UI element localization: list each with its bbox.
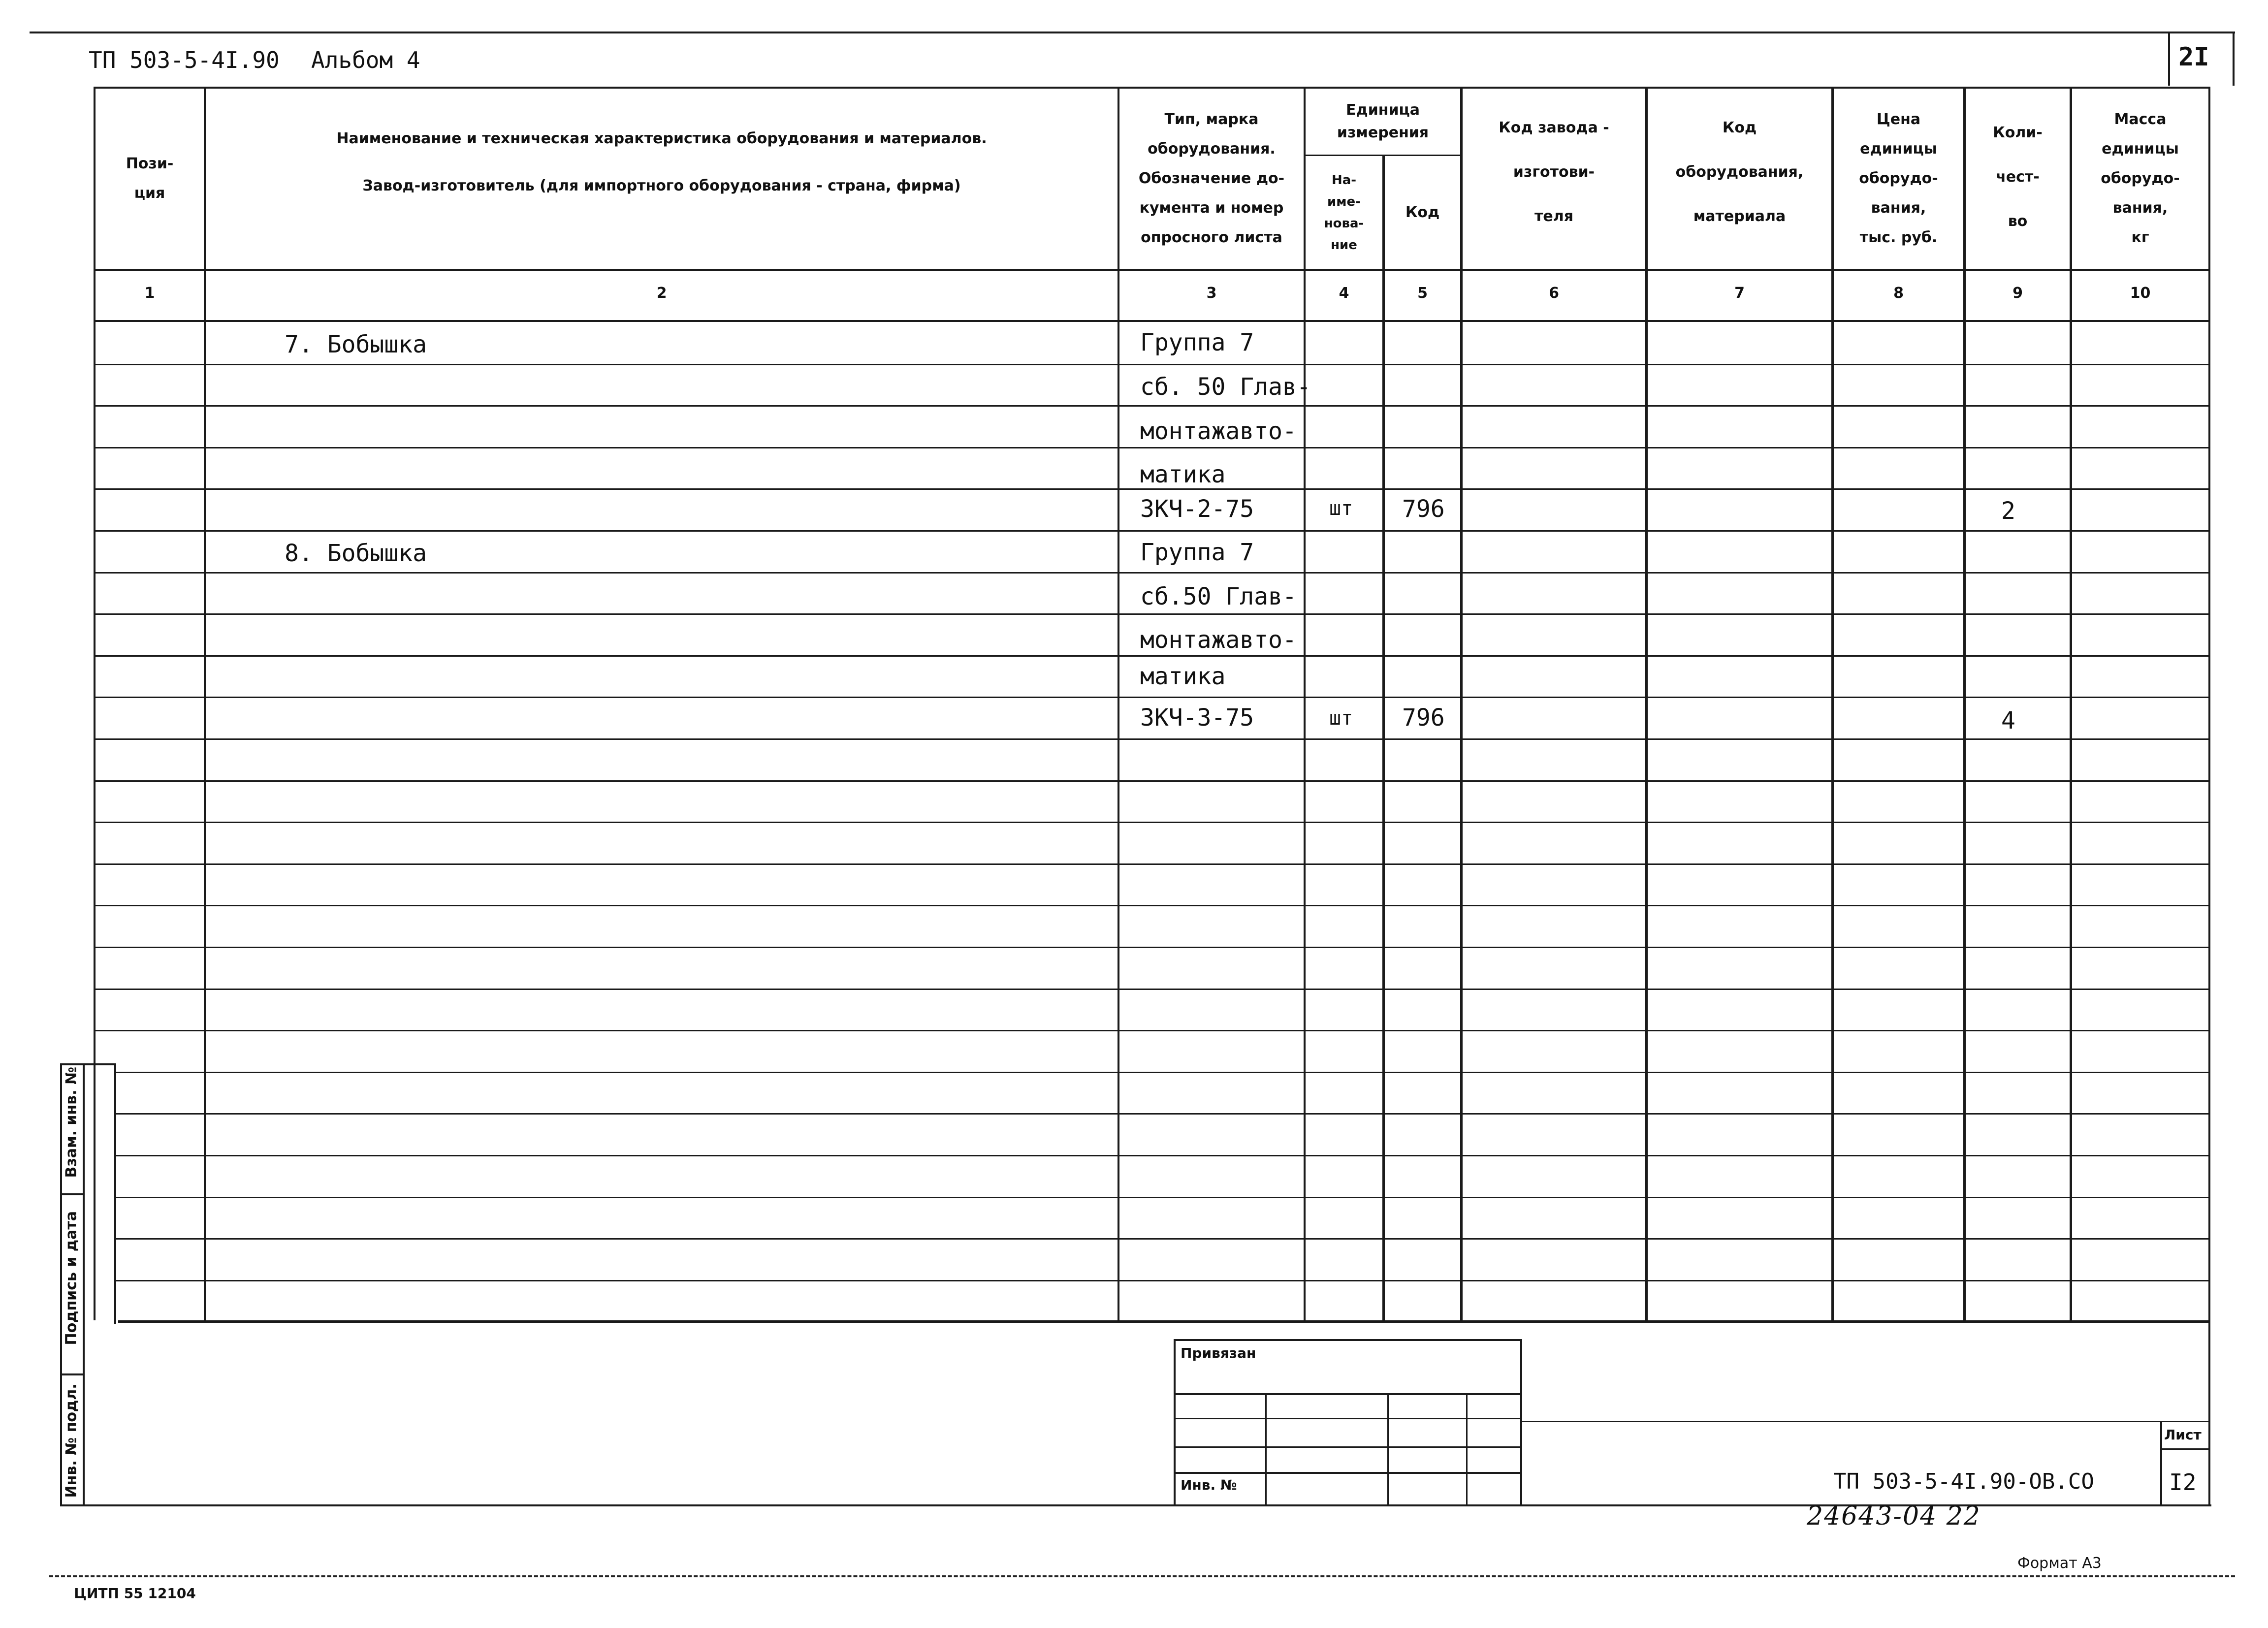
stamp-privyazan: Привязан (1181, 1345, 1256, 1361)
stamp-doc-designation: ТП 503-5-4I.90-ОВ.СО (1833, 1469, 2094, 1494)
item-2-type-line-4: матика (1140, 663, 1226, 690)
col-sep-2 (1118, 87, 1119, 1322)
row-rule (96, 1030, 2208, 1031)
col-4-title: На- име- нова- ние (1324, 173, 1364, 253)
col-num-4: 4 (1339, 285, 1349, 302)
item-1-type-line-2: сб. 50 Глав- (1140, 373, 1311, 401)
item-2-type-line-5: ЗКЧ-3-75 (1140, 704, 1254, 732)
row-rule (96, 738, 2208, 740)
col-sep-1 (204, 87, 206, 1322)
col-sep-9 (2070, 87, 2072, 1322)
numbers-bottom (94, 320, 2210, 322)
col-6-title: Код завода - изготови- теля (1499, 119, 1609, 225)
titleblock-right (2208, 1320, 2210, 1506)
col-num-3: 3 (1206, 285, 1217, 302)
col-num-1: 1 (144, 285, 155, 302)
row-rule (96, 488, 2208, 490)
stamp-sheet-number: I2 (2169, 1469, 2197, 1496)
row-rule (116, 1280, 2208, 1281)
item-2-type-line-1: Группа 7 (1140, 539, 1254, 566)
top-rule (30, 32, 2235, 33)
col-num-5: 5 (1417, 285, 1428, 302)
footer-code: ЦИТП 55 12104 (74, 1585, 196, 1601)
album-label: Альбом 4 (311, 47, 420, 73)
unit-group-title: Единица измерения (1337, 101, 1429, 141)
stamp-row-3 (1174, 1446, 1521, 1448)
row-rule (96, 530, 2208, 532)
stamp-col-1 (1265, 1393, 1267, 1506)
item-2-type-line-3: монтажавто- (1140, 626, 1297, 654)
item-1-name: 7. Бобышка (285, 331, 427, 358)
right-border-top (2233, 32, 2235, 86)
col-num-2: 2 (656, 285, 667, 302)
row-rule (96, 863, 2208, 865)
row-rule (116, 1113, 2208, 1115)
item-2-unit: шт (1329, 707, 1353, 730)
side-sep-1 (60, 1193, 85, 1195)
stamp-col-2 (1387, 1393, 1389, 1506)
col-5-title: Код (1405, 204, 1440, 221)
side-col-right (83, 1063, 85, 1506)
stamp-row-4 (1174, 1472, 1521, 1474)
side-label-inv: Инв. № подл. (63, 1383, 80, 1498)
titleblock-mid-rule (1522, 1421, 2209, 1422)
list-box-left (2160, 1421, 2162, 1506)
side-col-left (60, 1063, 62, 1506)
item-2-qty: 4 (2001, 707, 2015, 734)
col-num-10: 10 (2130, 285, 2151, 302)
col-num-8: 8 (1893, 285, 1904, 302)
page-number: 2I (2178, 42, 2209, 72)
row-rule (116, 1197, 2208, 1198)
col-num-9: 9 (2012, 285, 2023, 302)
frame-left (94, 87, 96, 1320)
item-2-name: 8. Бобышка (285, 540, 427, 567)
row-rule (96, 364, 2208, 365)
col-sep-5 (1460, 87, 1463, 1322)
col-1-title: Пози- ция (126, 155, 174, 202)
row-rule (96, 613, 2208, 615)
col-sep-8 (1963, 87, 1966, 1322)
stamp-row-1 (1174, 1393, 1521, 1395)
col-sep-6 (1645, 87, 1648, 1322)
col-sep-7 (1831, 87, 1834, 1322)
item-1-qty: 2 (2001, 497, 2015, 525)
col-3-title: Тип, марка оборудования. Обозначение до- кумента и номер опросного листа (1138, 111, 1285, 246)
col-9-title: Коли- чест- во (1993, 124, 2043, 230)
side-col-top (60, 1063, 116, 1065)
row-rule (116, 1072, 2208, 1073)
col-sep-3 (1304, 87, 1306, 1322)
stamp-row-2 (1174, 1418, 1521, 1419)
doc-code: ТП 503-5-4I.90 (89, 47, 280, 73)
row-rule (96, 405, 2208, 407)
row-rule (96, 572, 2208, 574)
item-1-unit-code: 796 (1402, 495, 1445, 523)
bottom-dashed-rule (49, 1575, 2235, 1577)
row-rule (96, 447, 2208, 448)
stamp-right (1520, 1339, 1522, 1506)
row-rule (96, 697, 2208, 698)
item-1-unit: шт (1329, 497, 1353, 520)
format-label: Формат А3 (2017, 1555, 2102, 1572)
col-10-title: Масса единицы оборудо- вания, кг (2101, 111, 2180, 246)
header-bottom (94, 269, 2210, 271)
handwritten-number: 24643-04 22 (1807, 1501, 1981, 1531)
side-label-vzam: Взам. инв. № (63, 1066, 80, 1178)
stamp-list-label: Лист (2164, 1427, 2202, 1443)
col-8-title: Цена единицы оборудо- вания, тыс. руб. (1859, 111, 1938, 246)
row-rule (116, 1238, 2208, 1240)
frame-right (2208, 87, 2210, 1320)
stamp-inv-no: Инв. № (1181, 1477, 1237, 1493)
frame-left-lower (114, 1063, 116, 1324)
col-num-7: 7 (1734, 285, 1745, 302)
col-2-title: Наименование и техническая характеристика оборудования и материалов. Завод-изготовитель (для импортного оборудования - страна, фирма) (336, 130, 987, 194)
item-1-type-line-1: Группа 7 (1140, 329, 1254, 356)
list-box-mid (2160, 1448, 2209, 1450)
unit-group-divider (1304, 155, 1461, 156)
item-1-type-line-5: ЗКЧ-2-75 (1140, 495, 1254, 523)
row-rule (96, 780, 2208, 782)
item-1-type-line-4: матика (1140, 461, 1226, 488)
item-2-type-line-2: сб.50 Глав- (1140, 583, 1297, 610)
table-bottom (118, 1320, 2210, 1323)
row-rule (96, 822, 2208, 823)
item-1-type-line-3: монтажавто- (1140, 417, 1297, 445)
row-rule (96, 947, 2208, 948)
col-num-6: 6 (1549, 285, 1559, 302)
stamp-top (1174, 1339, 1521, 1341)
side-sep-2 (60, 1373, 85, 1375)
stamp-left (1174, 1339, 1176, 1506)
stamp-col-3 (1466, 1393, 1468, 1506)
page-number-box-left (2168, 32, 2170, 86)
side-label-podpis: Подпись и дата (63, 1211, 80, 1345)
row-rule (96, 989, 2208, 990)
row-rule (96, 905, 2208, 906)
row-rule (96, 655, 2208, 657)
item-2-unit-code: 796 (1402, 704, 1445, 732)
col-7-title: Код оборудования, материала (1675, 119, 1804, 225)
row-rule (116, 1155, 2208, 1156)
